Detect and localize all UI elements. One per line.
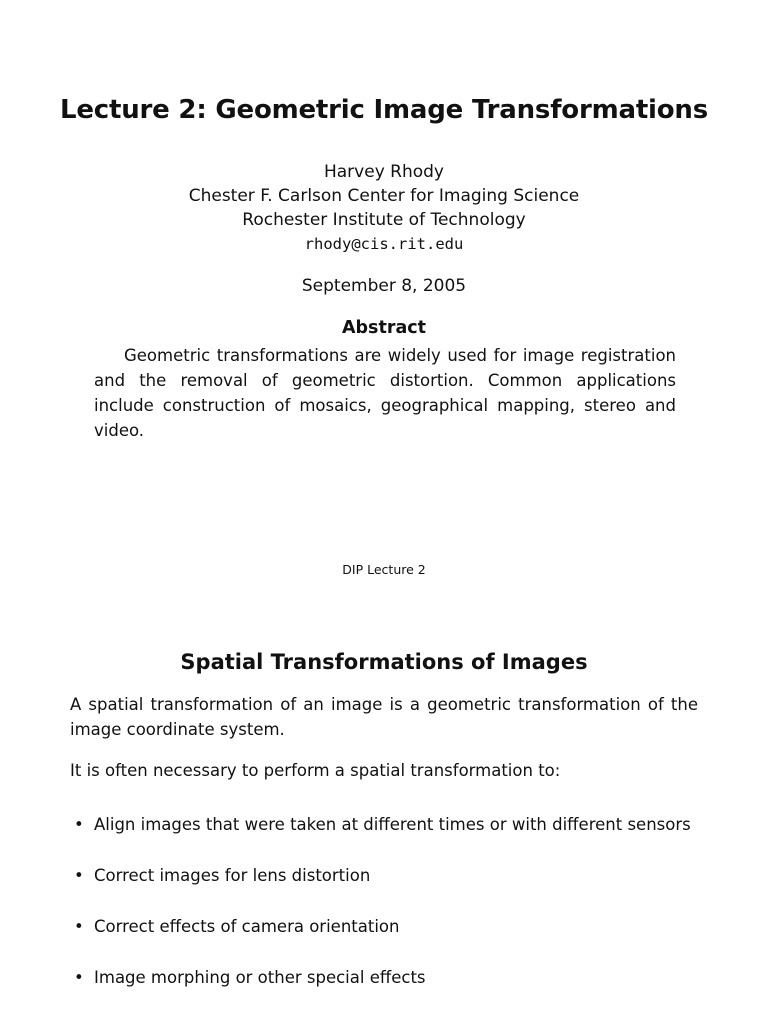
author-email: rhody@cis.rit.edu — [304, 235, 464, 253]
document-date: September 8, 2005 — [301, 276, 467, 296]
affiliation-center: Chester F. Carlson Center for Imaging Science — [188, 186, 580, 206]
author-block — [0, 160, 768, 256]
list-item-text: Align images that were taken at different times or with different sensors — [94, 815, 691, 834]
section-title: Spatial Transformations of Images — [180, 650, 588, 674]
abstract-heading: Abstract — [341, 318, 427, 338]
bullet-list — [70, 812, 730, 1016]
list-item — [70, 965, 730, 1016]
intro-paragraph: A spatial transformation of an image is a geometric transformation of the image coordinate system. — [70, 695, 698, 739]
bullet-icon: • — [74, 866, 84, 885]
list-item — [70, 914, 730, 965]
abstract-text: Geometric transformations are widely used for image registration and the removal of geometric distortion. Common applications include construction of mosaics, geographical mapping, stereo and video. — [94, 346, 676, 440]
bullet-icon: • — [74, 917, 84, 936]
list-item-text: Correct effects of camera orientation — [94, 917, 400, 936]
author-name: Harvey Rhody — [323, 162, 444, 182]
document-title: Lecture 2: Geometric Image Transformations — [59, 95, 709, 125]
affiliation-institute: Rochester Institute of Technology — [242, 210, 526, 230]
list-item — [70, 812, 730, 863]
bullet-icon: • — [74, 815, 84, 834]
bullet-icon: • — [74, 968, 84, 987]
purpose-paragraph: It is often necessary to perform a spatial transformation to: — [70, 761, 561, 780]
list-item — [70, 863, 730, 914]
page-footer: DIP Lecture 2 — [342, 562, 426, 577]
list-item-text: Correct images for lens distortion — [94, 866, 371, 885]
list-item-text: Image morphing or other special effects — [94, 968, 426, 987]
